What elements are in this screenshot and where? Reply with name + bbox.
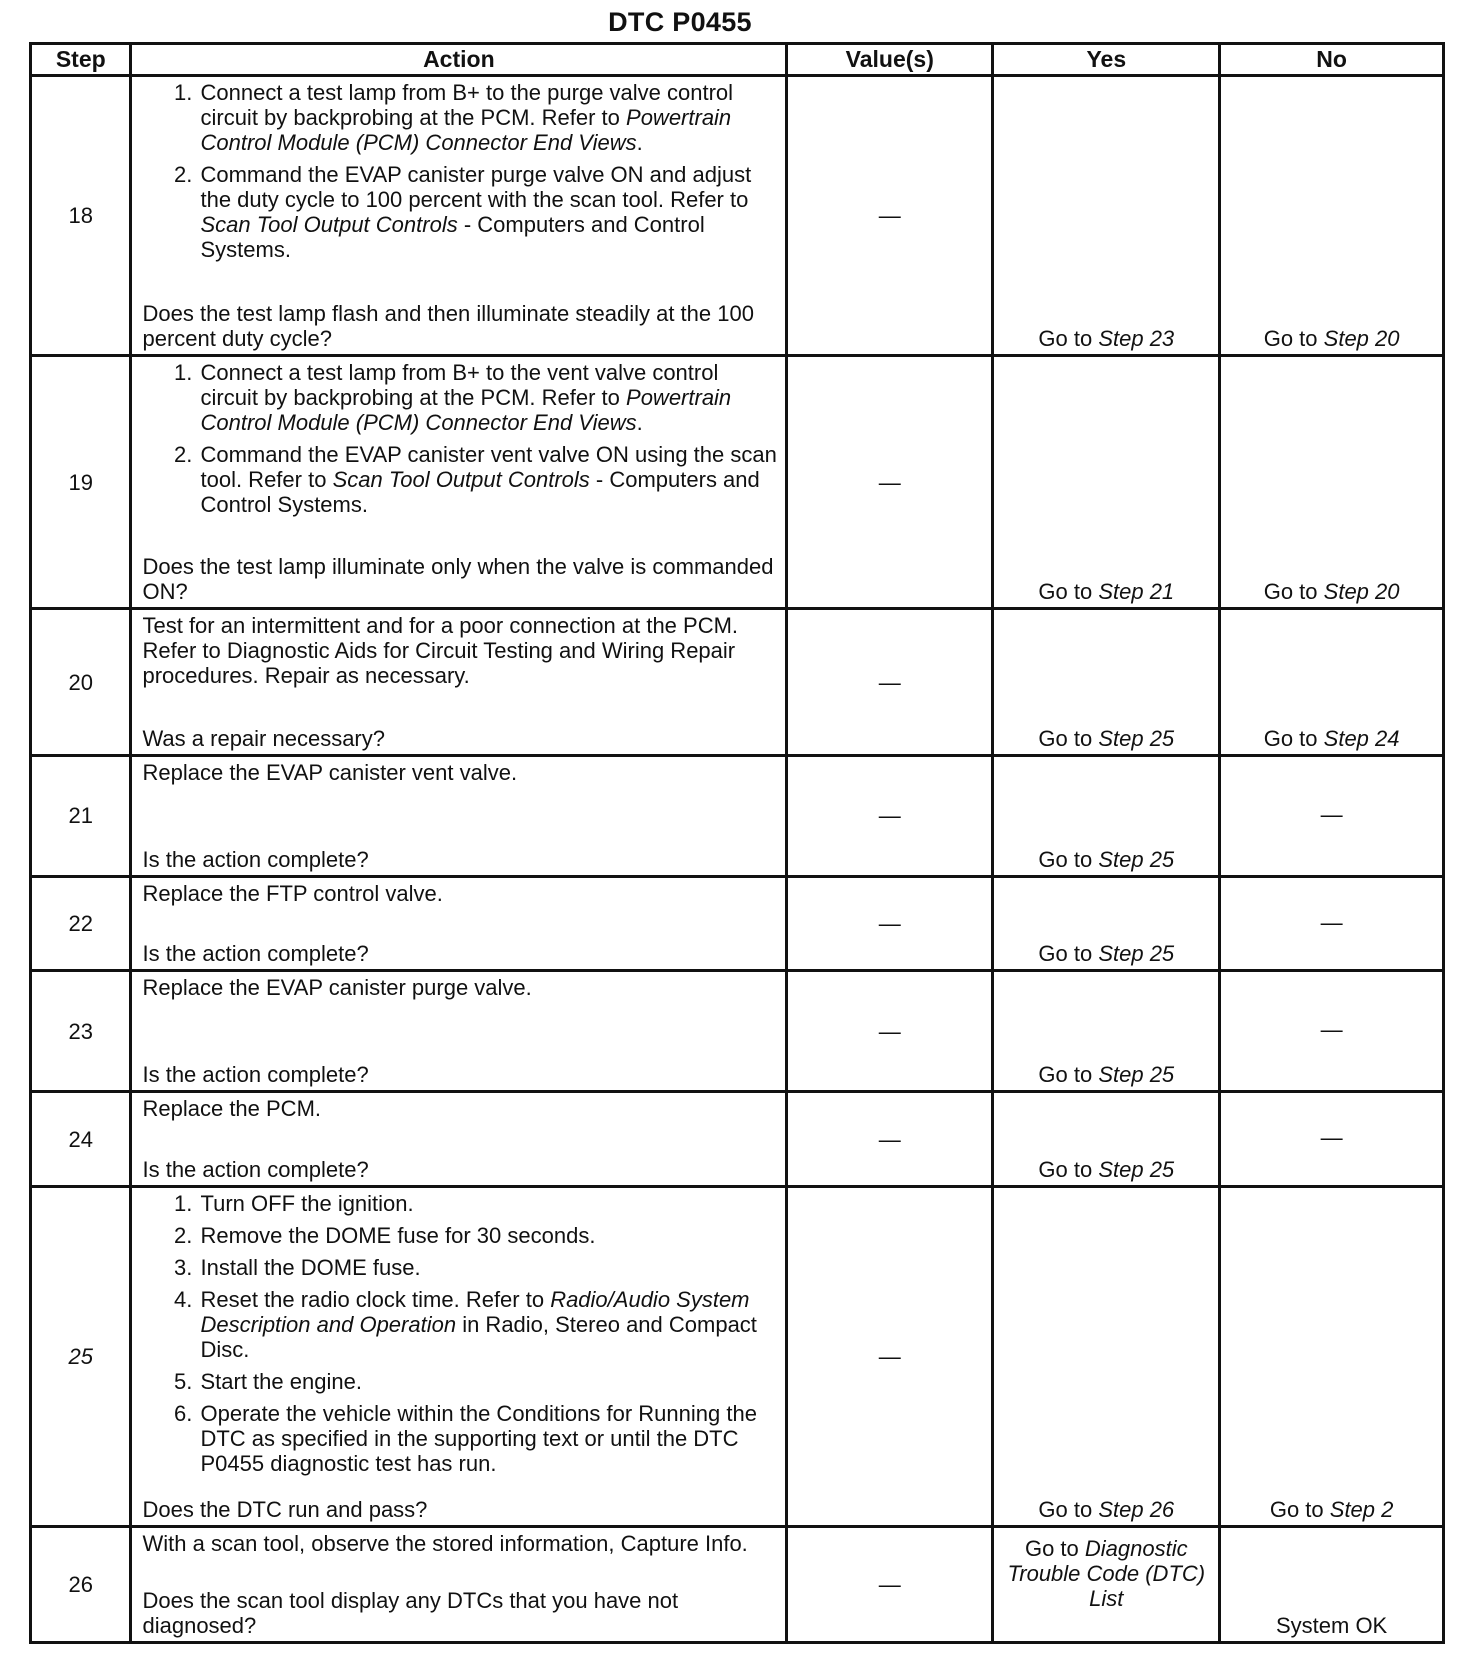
action-question: Is the action complete?	[142, 1062, 369, 1088]
action-question: Is the action complete?	[142, 1157, 369, 1183]
yes-goto-prefix: Go to	[1024, 1535, 1079, 1561]
step-number: 26	[31, 1526, 131, 1642]
action-text: With a scan tool, observe the stored information, Capture Info.	[142, 1530, 748, 1556]
value-cell: —	[787, 356, 993, 609]
yes-goto: Go to Step 25	[1038, 846, 1175, 872]
action-step: 4. Reset the radio clock time. Refer to Radio/Audio System Description and Operation in Radio, Stereo and Compact Disc.	[198, 1287, 777, 1362]
value-cell: —	[787, 1092, 993, 1187]
no-goto: Go to Step 24	[1263, 725, 1400, 751]
action-step: 3. Install the DOME fuse.	[198, 1255, 777, 1280]
page-title: DTC P0455	[608, 7, 752, 37]
value-cell: —	[787, 971, 993, 1092]
yes-cell	[993, 755, 1220, 876]
action-question: Does the test lamp flash and then illuminate steadily at the 100 percent duty cycle?	[142, 301, 754, 352]
yes-cell	[993, 1092, 1220, 1187]
action-text: Replace the FTP control valve.	[142, 880, 443, 906]
yes-cell	[993, 76, 1220, 356]
no-cell: System OK	[1220, 1526, 1444, 1642]
col-header-yes: Yes	[993, 44, 1220, 76]
no-cell	[1220, 609, 1444, 755]
value-cell: —	[787, 1187, 993, 1527]
action-cell	[131, 755, 787, 876]
action-cell	[131, 356, 787, 609]
yes-goto-target: Diagnostic Trouble Code (DTC) List	[1007, 1535, 1206, 1611]
value-cell: —	[787, 755, 993, 876]
no-cell	[1220, 356, 1444, 609]
yes-goto: Go to Step 25	[1038, 1157, 1175, 1183]
value-cell: —	[787, 876, 993, 971]
action-text: Test for an intermittent and for a poor connection at the PCM. Refer to Diagnostic Aids for Circuit Testing and Wiring Repair procedures. Repair as necessary.	[142, 613, 739, 689]
table-row	[31, 1187, 1444, 1527]
action-step: 1. Turn OFF the ignition.	[198, 1191, 777, 1216]
yes-cell	[993, 1526, 1220, 1642]
action-cell	[131, 76, 787, 356]
action-steps	[142, 360, 777, 524]
table-row	[31, 755, 1444, 876]
value-cell: —	[787, 76, 993, 356]
action-question: Does the DTC run and pass?	[142, 1496, 428, 1522]
action-step: 2. Command the EVAP canister purge valve ON and adjust the duty cycle to 100 percent with the scan tool. Refer to Scan Tool Output Controls - Computers and Control Systems.	[198, 162, 777, 262]
action-text: Replace the EVAP canister purge valve.	[142, 975, 532, 1001]
no-cell: —	[1220, 876, 1444, 971]
action-step: 2. Command the EVAP canister vent valve ON using the scan tool. Refer to Scan Tool Output Controls - Computers and Control Systems.	[198, 442, 777, 517]
no-cell: —	[1220, 1092, 1444, 1187]
step-number: 25	[31, 1187, 131, 1527]
step-number: 19	[31, 356, 131, 609]
action-steps	[142, 1191, 777, 1483]
action-step: 6. Operate the vehicle within the Conditions for Running the DTC as specified in the supporting text or until the DTC P0455 diagnostic test has run.	[198, 1401, 777, 1476]
action-cell	[131, 971, 787, 1092]
col-header-values: Value(s)	[787, 44, 993, 76]
table-row	[31, 876, 1444, 971]
yes-goto: Go to Step 25	[1038, 941, 1175, 967]
yes-goto: Go to Step 25	[1038, 1062, 1175, 1088]
no-goto: Go to Step 20	[1263, 326, 1400, 352]
step-number: 22	[31, 876, 131, 971]
action-text: Replace the EVAP canister vent valve.	[142, 759, 518, 785]
action-step: 1. Connect a test lamp from B+ to the purge valve control circuit by backprobing at the PCM. Refer to Powertrain Control Module (PCM) Connector End Views.	[198, 80, 777, 155]
yes-goto: Go to Step 25	[1038, 725, 1175, 751]
value-cell: —	[787, 1526, 993, 1642]
value-cell: —	[787, 609, 993, 755]
col-header-no: No	[1220, 44, 1444, 76]
step-number: 23	[31, 971, 131, 1092]
action-steps	[142, 80, 777, 269]
action-cell	[131, 1092, 787, 1187]
step-number: 20	[31, 609, 131, 755]
step-number: 21	[31, 755, 131, 876]
action-step: 5. Start the engine.	[198, 1369, 777, 1394]
action-step: 2. Remove the DOME fuse for 30 seconds.	[198, 1223, 777, 1248]
no-cell	[1220, 76, 1444, 356]
yes-cell	[993, 876, 1220, 971]
table-row	[31, 76, 1444, 356]
yes-cell	[993, 609, 1220, 755]
action-cell	[131, 1526, 787, 1642]
no-cell	[1220, 1187, 1444, 1527]
yes-cell	[993, 971, 1220, 1092]
step-number: 18	[31, 76, 131, 356]
action-cell	[131, 609, 787, 755]
action-question: Does the scan tool display any DTCs that you have not diagnosed?	[142, 1588, 679, 1638]
table-row	[31, 1526, 1444, 1642]
no-goto: Go to Step 20	[1263, 579, 1400, 605]
action-text: Replace the PCM.	[142, 1096, 322, 1122]
action-question: Is the action complete?	[142, 846, 369, 872]
no-cell: —	[1220, 755, 1444, 876]
action-question: Does the test lamp illuminate only when the valve is commanded ON?	[142, 554, 774, 605]
col-header-step: Step	[31, 44, 131, 76]
col-header-action: Action	[131, 44, 787, 76]
table-row	[31, 609, 1444, 755]
table-row	[31, 356, 1444, 609]
no-cell: —	[1220, 971, 1444, 1092]
dtc-table	[29, 42, 1445, 1644]
yes-cell	[993, 1187, 1220, 1527]
yes-goto: Go to Step 21	[1038, 579, 1175, 605]
step-number: 24	[31, 1092, 131, 1187]
action-question: Is the action complete?	[142, 941, 369, 967]
yes-cell	[993, 356, 1220, 609]
yes-goto: Go to Step 23	[1038, 326, 1175, 352]
no-goto: Go to Step 2	[1269, 1496, 1394, 1522]
header-row	[31, 44, 1444, 76]
action-cell	[131, 876, 787, 971]
action-cell	[131, 1187, 787, 1527]
table-row	[31, 1092, 1444, 1187]
action-step: 1. Connect a test lamp from B+ to the vent valve control circuit by backprobing at the PCM. Refer to Powertrain Control Module (PCM) Connector End Views.	[198, 360, 777, 435]
table-row	[31, 971, 1444, 1092]
action-question: Was a repair necessary?	[142, 725, 385, 751]
yes-goto: Go to Step 26	[1038, 1496, 1175, 1522]
